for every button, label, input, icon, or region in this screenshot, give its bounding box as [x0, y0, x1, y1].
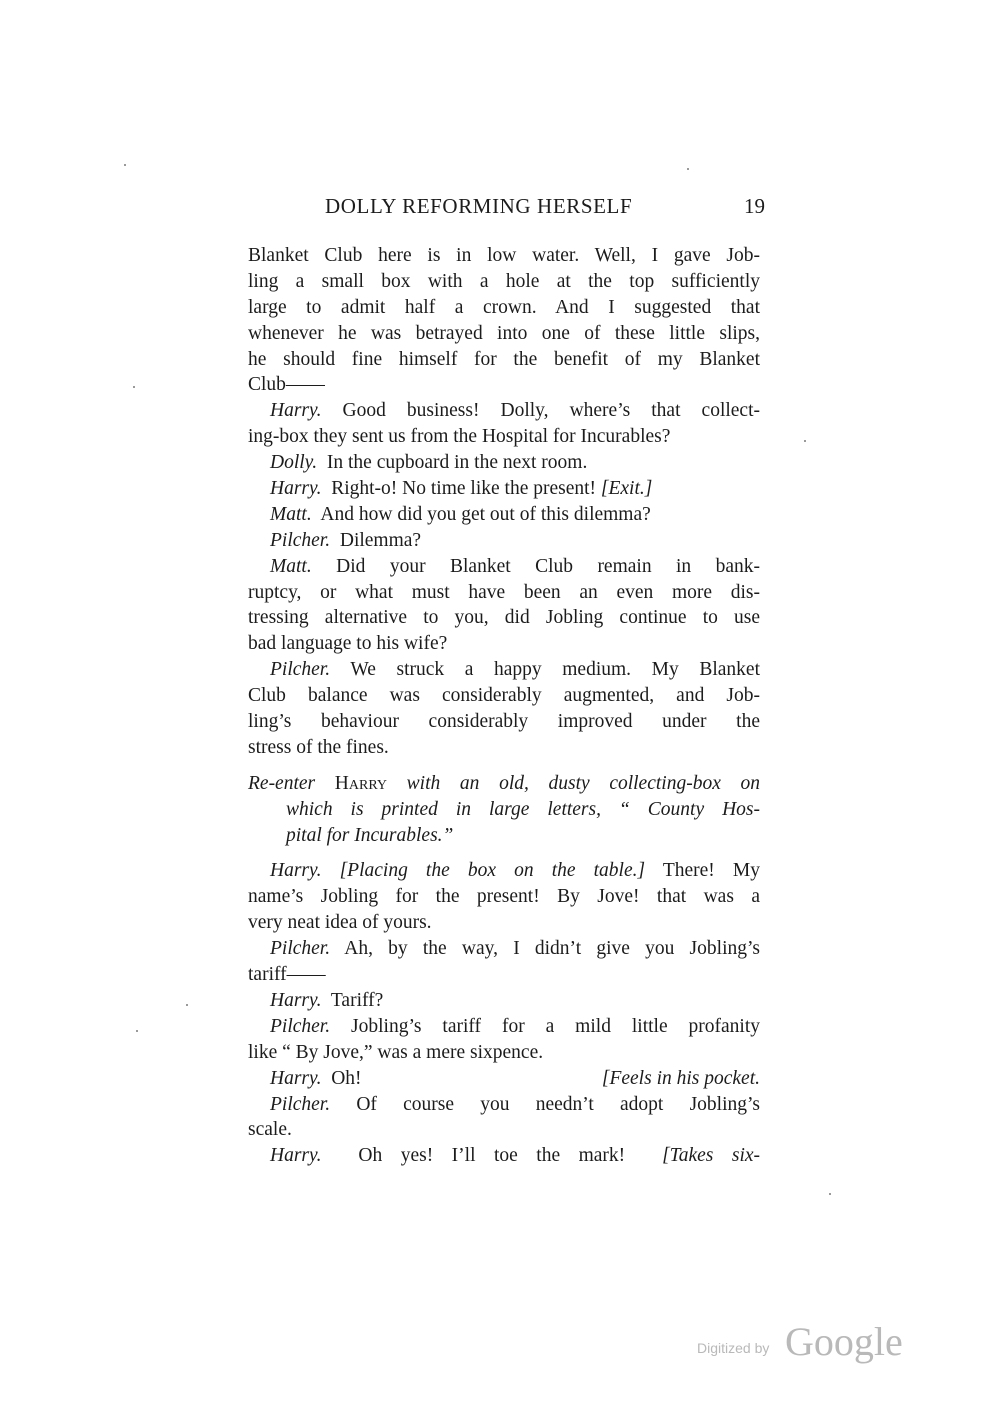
speaker-name: Harry. — [270, 1067, 322, 1089]
speaker-name: Matt. — [270, 503, 312, 525]
dialogue-line: Pilcher. Ah, by the way, I didn’t give you Jobling’s — [270, 938, 760, 960]
text-line: Club—— — [248, 374, 325, 396]
speaker-name: Dolly. — [270, 452, 318, 474]
scan-speck — [124, 164, 126, 166]
watermark-prefix: Digitized by — [697, 1340, 770, 1356]
speaker-name: Pilcher. — [270, 659, 331, 681]
speaker-name: Matt. — [270, 555, 312, 577]
stage-direction-line: pital for Incurables.” — [286, 824, 454, 846]
text-line: whenever he was betrayed into one of these little slips, — [248, 322, 760, 344]
dialogue-line: Harry. Oh! [Feels in his pocket. — [248, 1066, 760, 1092]
stage-direction: [Takes six- — [662, 1145, 761, 1167]
text-line: Blanket Club here is in low water. Well, I gave Job- — [248, 245, 760, 266]
text-line: tressing alternative to you, did Jobling continue to use — [248, 607, 760, 629]
text-line: like “ By Jove,” was a mere sixpence. — [248, 1041, 544, 1063]
speaker-name: Harry. — [270, 1145, 322, 1167]
dialogue-line: Matt. And how did you get out of this dilemma? — [270, 503, 651, 525]
speaker-name: Pilcher. — [270, 938, 331, 960]
speaker-name: Harry. — [270, 989, 322, 1011]
text-line: stress of the fines. — [248, 736, 389, 758]
scan-speck — [133, 386, 135, 388]
character-name: Harry — [334, 772, 388, 794]
dialogue-line: Matt. Did your Blanket Club remain in bank- — [270, 555, 761, 577]
scan-speck — [687, 168, 689, 170]
speaker-name: Pilcher. — [270, 529, 331, 551]
stage-direction: [Feels in his pocket. — [601, 1067, 760, 1089]
dialogue-line: Pilcher. Of course you needn’t adopt Jobling’s — [270, 1093, 760, 1115]
text-line: tariff—— — [248, 964, 326, 986]
page-number: 19 — [744, 194, 765, 218]
stage-direction-line: Re-enter Harry with an old, dusty collecting-box on — [248, 772, 761, 794]
text-line: ling’s behaviour considerably improved under the — [248, 711, 760, 733]
scan-speck — [829, 1193, 831, 1195]
dialogue-line: Pilcher. Dilemma? — [270, 529, 422, 551]
stage-direction-line: which is printed in large letters, “ County Hos- — [286, 798, 760, 820]
stage-direction: [Placing the box on the table.] — [339, 860, 646, 882]
dialogue-line: Harry. [Placing the box on the table.] There! My — [270, 860, 760, 882]
dialogue-line: Pilcher. We struck a happy medium. My Blanket — [270, 659, 760, 681]
digitized-watermark — [697, 1318, 907, 1368]
text-line: name’s Jobling for the present! By Jove! that was a — [248, 886, 760, 908]
text-block — [248, 243, 760, 1169]
speaker-name: Pilcher. — [270, 1015, 331, 1037]
dialogue-line: Harry. Good business! Dolly, where’s that collect- — [270, 400, 760, 422]
dialogue-line: Pilcher. Jobling’s tariff for a mild little profanity — [270, 1015, 761, 1037]
text-line: scale. — [248, 1119, 292, 1141]
speaker-name: Harry. — [270, 478, 322, 500]
text-line: very neat idea of yours. — [248, 912, 432, 934]
dialogue-line: Harry. Tariff? — [270, 989, 384, 1011]
google-logo: Google — [785, 1319, 903, 1364]
dialogue-line: Harry. Right-o! No time like the present! [Exit.] — [270, 478, 653, 500]
stage-direction: [Exit.] — [600, 478, 653, 500]
text-line: large to admit half a crown. And I suggested that — [248, 296, 760, 318]
text-line: ruptcy, or what must have been an even more dis- — [248, 581, 760, 603]
text-line: Club balance was considerably augmented, and Job- — [248, 685, 760, 707]
text-line: bad language to his wife? — [248, 633, 448, 655]
text-line: he should fine himself for the benefit of my Blanket — [248, 348, 760, 370]
dialogue-line: Harry. Oh yes! I’ll toe the mark! [Takes six- — [270, 1145, 761, 1167]
speaker-name: Harry. — [270, 860, 322, 882]
scan-speck — [186, 1004, 188, 1006]
text-line: ing-box they sent us from the Hospital for Incurables? — [248, 426, 671, 448]
speaker-name: Pilcher. — [270, 1093, 331, 1115]
dialogue-line: Dolly. In the cupboard in the next room. — [270, 452, 588, 474]
running-head — [325, 194, 765, 224]
scan-speck — [136, 1030, 138, 1032]
speaker-name: Harry. — [270, 400, 322, 422]
scan-speck — [804, 440, 806, 442]
running-title: DOLLY REFORMING HERSELF — [325, 194, 633, 218]
text-line: ling a small box with a hole at the top sufficiently — [248, 270, 760, 292]
